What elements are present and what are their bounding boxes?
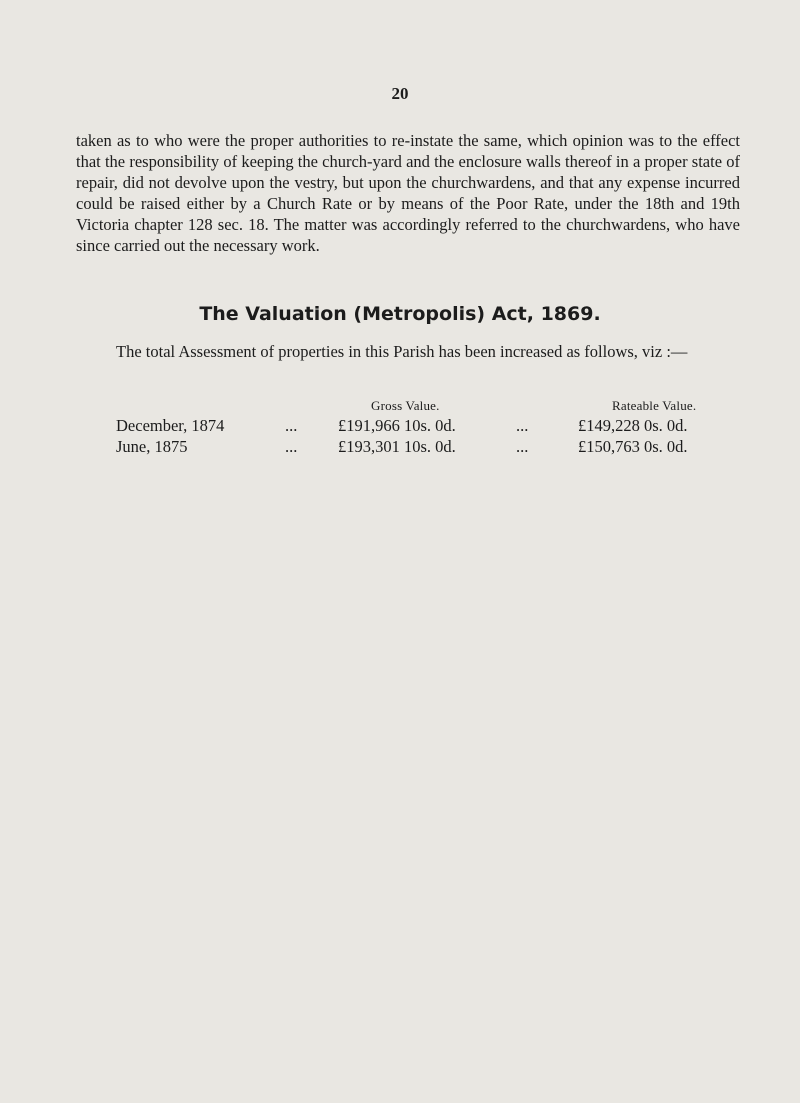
rateable-value-header: Rateable Value. <box>612 398 697 413</box>
gross-value: £191,966 10s. 0d. <box>338 416 456 435</box>
row-date: June, 1875 <box>116 437 188 456</box>
paragraph-churchyard: taken as to who were the proper authorities to re-instate the same, which opinion was to the effect that the responsibility of keeping the church-yard and the enclosure walls thereof in a proper state of repair, did not devolve upon the vestry, but upon the churchwardens, and that any expense incurred could be raised either by a Church Rate or by means of the Poor Rate, under the 18th and 19th Victoria chapter 128 sec. 18. The matter was accordingly referred to the churchwardens, who have since carried out the necessary work. <box>76 131 740 255</box>
section-heading: The Valuation (Metropolis) Act, 1869. <box>199 303 601 325</box>
gross-value: £193,301 10s. 0d. <box>338 437 456 456</box>
page-number: 20 <box>391 84 409 103</box>
row-date: December, 1874 <box>116 416 225 435</box>
leader-dots: ... <box>516 416 529 435</box>
rateable-value: £150,763 0s. 0d. <box>578 437 688 456</box>
leader-dots: ... <box>285 437 298 456</box>
rateable-value: £149,228 0s. 0d. <box>578 416 688 435</box>
table-row <box>0 437 800 459</box>
gross-value-header: Gross Value. <box>371 398 440 413</box>
paragraph-assessment: The total Assessment of properties in this Parish has been increased as follows, viz :— <box>116 342 688 361</box>
leader-dots: ... <box>285 416 298 435</box>
table-row <box>0 416 800 438</box>
leader-dots: ... <box>516 437 529 456</box>
